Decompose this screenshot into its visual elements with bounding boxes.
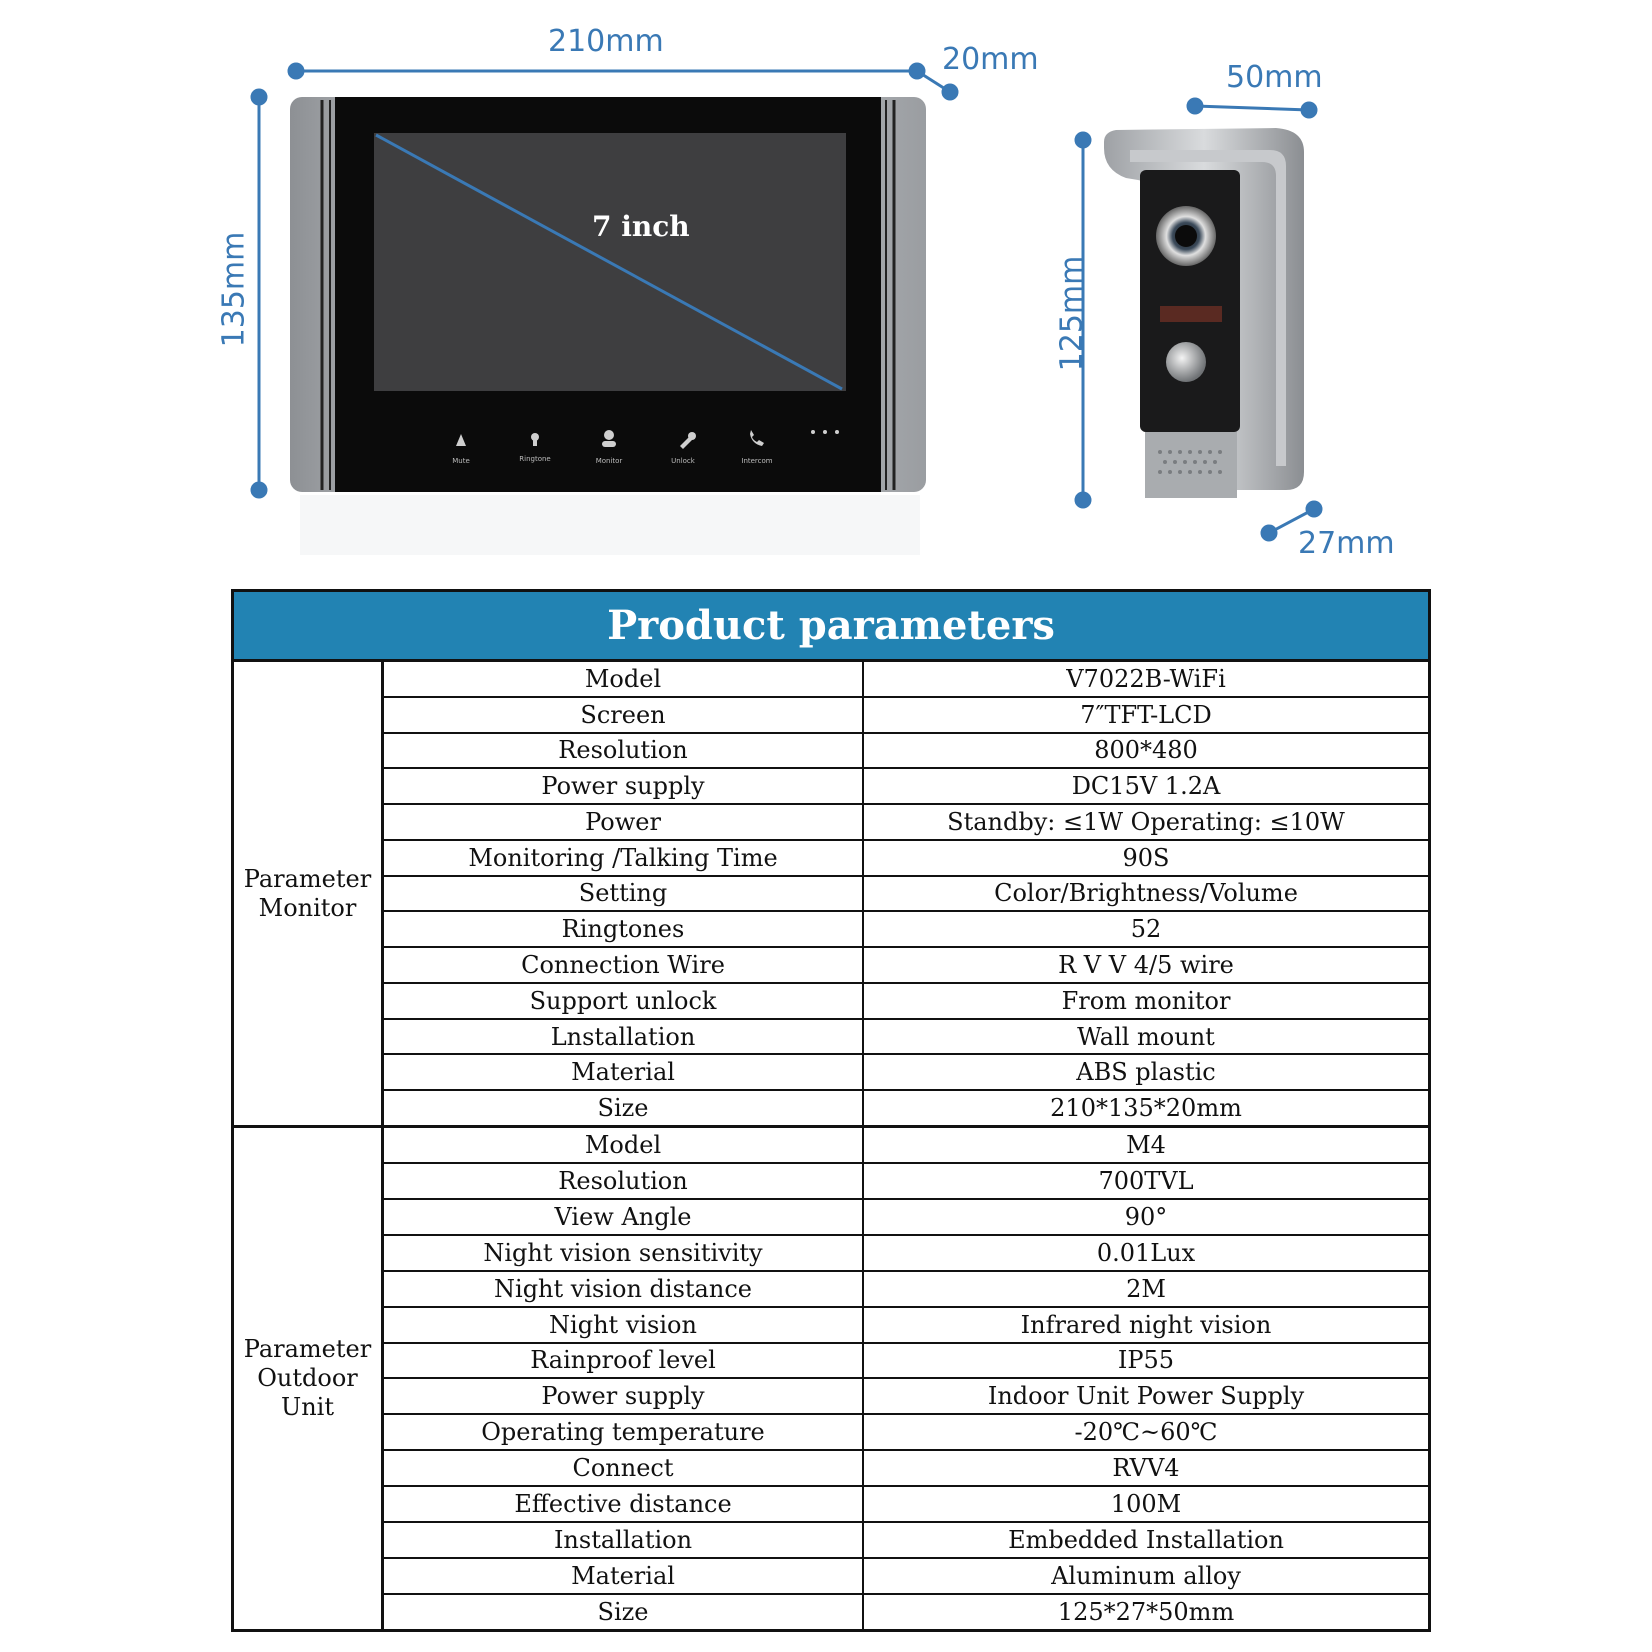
table-row (384, 1164, 1428, 1200)
table-row (384, 1272, 1428, 1308)
table-row (384, 1451, 1428, 1487)
param-name: Installation (384, 1523, 864, 1557)
table-row (384, 769, 1428, 805)
param-value: DC15V 1.2A (1071, 772, 1221, 801)
param-value: R V V 4/5 wire (1058, 951, 1234, 979)
param-value: -20℃~60℃ (1074, 1418, 1218, 1447)
table-row (384, 1415, 1428, 1451)
param-name: Model (384, 662, 864, 696)
product-parameters-table (231, 589, 1431, 1632)
param-name: Operating temperature (384, 1415, 864, 1449)
param-value: 90S (1122, 843, 1170, 872)
monitor-height-label: 135mm (216, 231, 252, 348)
param-name: Night vision (384, 1308, 864, 1342)
monitor-depth-label: 20mm (942, 42, 1039, 77)
param-name: Night vision distance (384, 1272, 864, 1306)
intercom-button-label: Intercom (741, 457, 773, 465)
table-row (384, 1379, 1428, 1415)
param-value: Embedded Installation (1008, 1526, 1284, 1555)
param-name: Lnstallation (384, 1020, 864, 1054)
param-value: 2M (1126, 1274, 1166, 1303)
param-name: View Angle (384, 1200, 864, 1234)
table-row (384, 805, 1428, 841)
outdoor-unit-section (234, 1128, 1428, 1629)
table-row (384, 841, 1428, 877)
unit-width-label: 50mm (1226, 60, 1323, 95)
param-name: Material (384, 1055, 864, 1089)
section-label (234, 1128, 384, 1629)
table-row (384, 1200, 1428, 1236)
section-label-line: Parameter (243, 864, 372, 893)
unit-height-label: 125mm (1054, 255, 1090, 372)
table-row (384, 1308, 1428, 1344)
param-name: Resolution (384, 1164, 864, 1198)
section-label (234, 662, 384, 1125)
table-row (384, 1128, 1428, 1164)
param-name: Effective distance (384, 1487, 864, 1521)
table-row (384, 662, 1428, 698)
param-value: IP55 (1117, 1346, 1175, 1375)
param-name: Ringtones (384, 912, 864, 946)
param-value: 52 (1130, 915, 1162, 944)
monitor-section (234, 662, 1428, 1128)
table-row (384, 1344, 1428, 1380)
table-row (384, 1523, 1428, 1559)
param-name: Night vision sensitivity (384, 1236, 864, 1270)
param-value: Indoor Unit Power Supply (987, 1382, 1305, 1411)
param-name: Size (384, 1595, 864, 1629)
monitor-width-label: 210mm (548, 24, 664, 59)
section-rows (384, 662, 1428, 1125)
table-row (384, 698, 1428, 734)
monitor-button-label: Monitor (595, 457, 623, 465)
param-name: Rainproof level (384, 1344, 864, 1378)
outdoor-unit (1104, 128, 1304, 498)
param-name: Setting (384, 877, 864, 911)
param-name: Screen (384, 698, 864, 732)
param-name: Power supply (384, 1379, 864, 1413)
table-row (384, 912, 1428, 948)
section-label-line: Monitor (258, 893, 357, 922)
section-label-line: Parameter (243, 1335, 372, 1363)
param-name: Connection Wire (384, 948, 864, 982)
screen-size-label: 7 inch (592, 210, 690, 243)
param-value: Aluminum alloy (1051, 1562, 1241, 1591)
table-row (384, 948, 1428, 984)
unlock-button-label: Unlock (671, 457, 695, 465)
indoor-monitor (290, 97, 926, 492)
ringtone-button-label: Ringtone (519, 455, 551, 463)
table-row (384, 1020, 1428, 1056)
param-value: Wall mount (1077, 1022, 1215, 1051)
table-row (384, 1091, 1428, 1125)
param-value: Infrared night vision (1020, 1310, 1272, 1339)
param-value: M4 (1126, 1130, 1166, 1159)
section-rows (384, 1128, 1428, 1629)
section-label-line: Outdoor (257, 1364, 358, 1392)
param-value: 7″TFT-LCD (1080, 700, 1212, 729)
param-value: 800*480 (1094, 736, 1198, 765)
param-value: 100M (1110, 1490, 1182, 1519)
param-name: Material (384, 1559, 864, 1593)
param-name: Model (384, 1128, 864, 1162)
table-row (384, 984, 1428, 1020)
table-row (384, 734, 1428, 770)
param-name: Power (384, 805, 864, 839)
param-name: Monitoring /Talking Time (384, 841, 864, 875)
param-value: 0.01Lux (1096, 1238, 1196, 1267)
table-row (384, 1595, 1428, 1629)
param-value: 700TVL (1098, 1166, 1194, 1195)
table-row (384, 877, 1428, 913)
table-row (384, 1236, 1428, 1272)
param-name: Power supply (384, 769, 864, 803)
table-row (384, 1055, 1428, 1091)
param-value: ABS plastic (1076, 1058, 1216, 1087)
table-title: Product parameters (234, 592, 1428, 662)
param-name: Resolution (384, 734, 864, 768)
mute-button-label: Mute (452, 457, 470, 465)
unit-depth-label: 27mm (1298, 526, 1395, 561)
param-name: Support unlock (384, 984, 864, 1018)
table-row (384, 1559, 1428, 1595)
param-value: 125*27*50mm (1057, 1597, 1235, 1626)
param-name: Size (384, 1091, 864, 1125)
table-row (384, 1487, 1428, 1523)
param-value: Standby: ≤1W Operating: ≤10W (947, 807, 1345, 836)
param-value: V7022B-WiFi (1066, 664, 1226, 693)
param-name: Connect (384, 1451, 864, 1485)
param-value: From monitor (1061, 986, 1231, 1015)
param-value: RVV4 (1112, 1454, 1180, 1483)
param-value: 210*135*20mm (1050, 1094, 1242, 1123)
param-value: Color/Brightness/Volume (994, 879, 1298, 908)
section-label-line: Unit (280, 1393, 334, 1421)
param-value: 90° (1124, 1202, 1168, 1231)
